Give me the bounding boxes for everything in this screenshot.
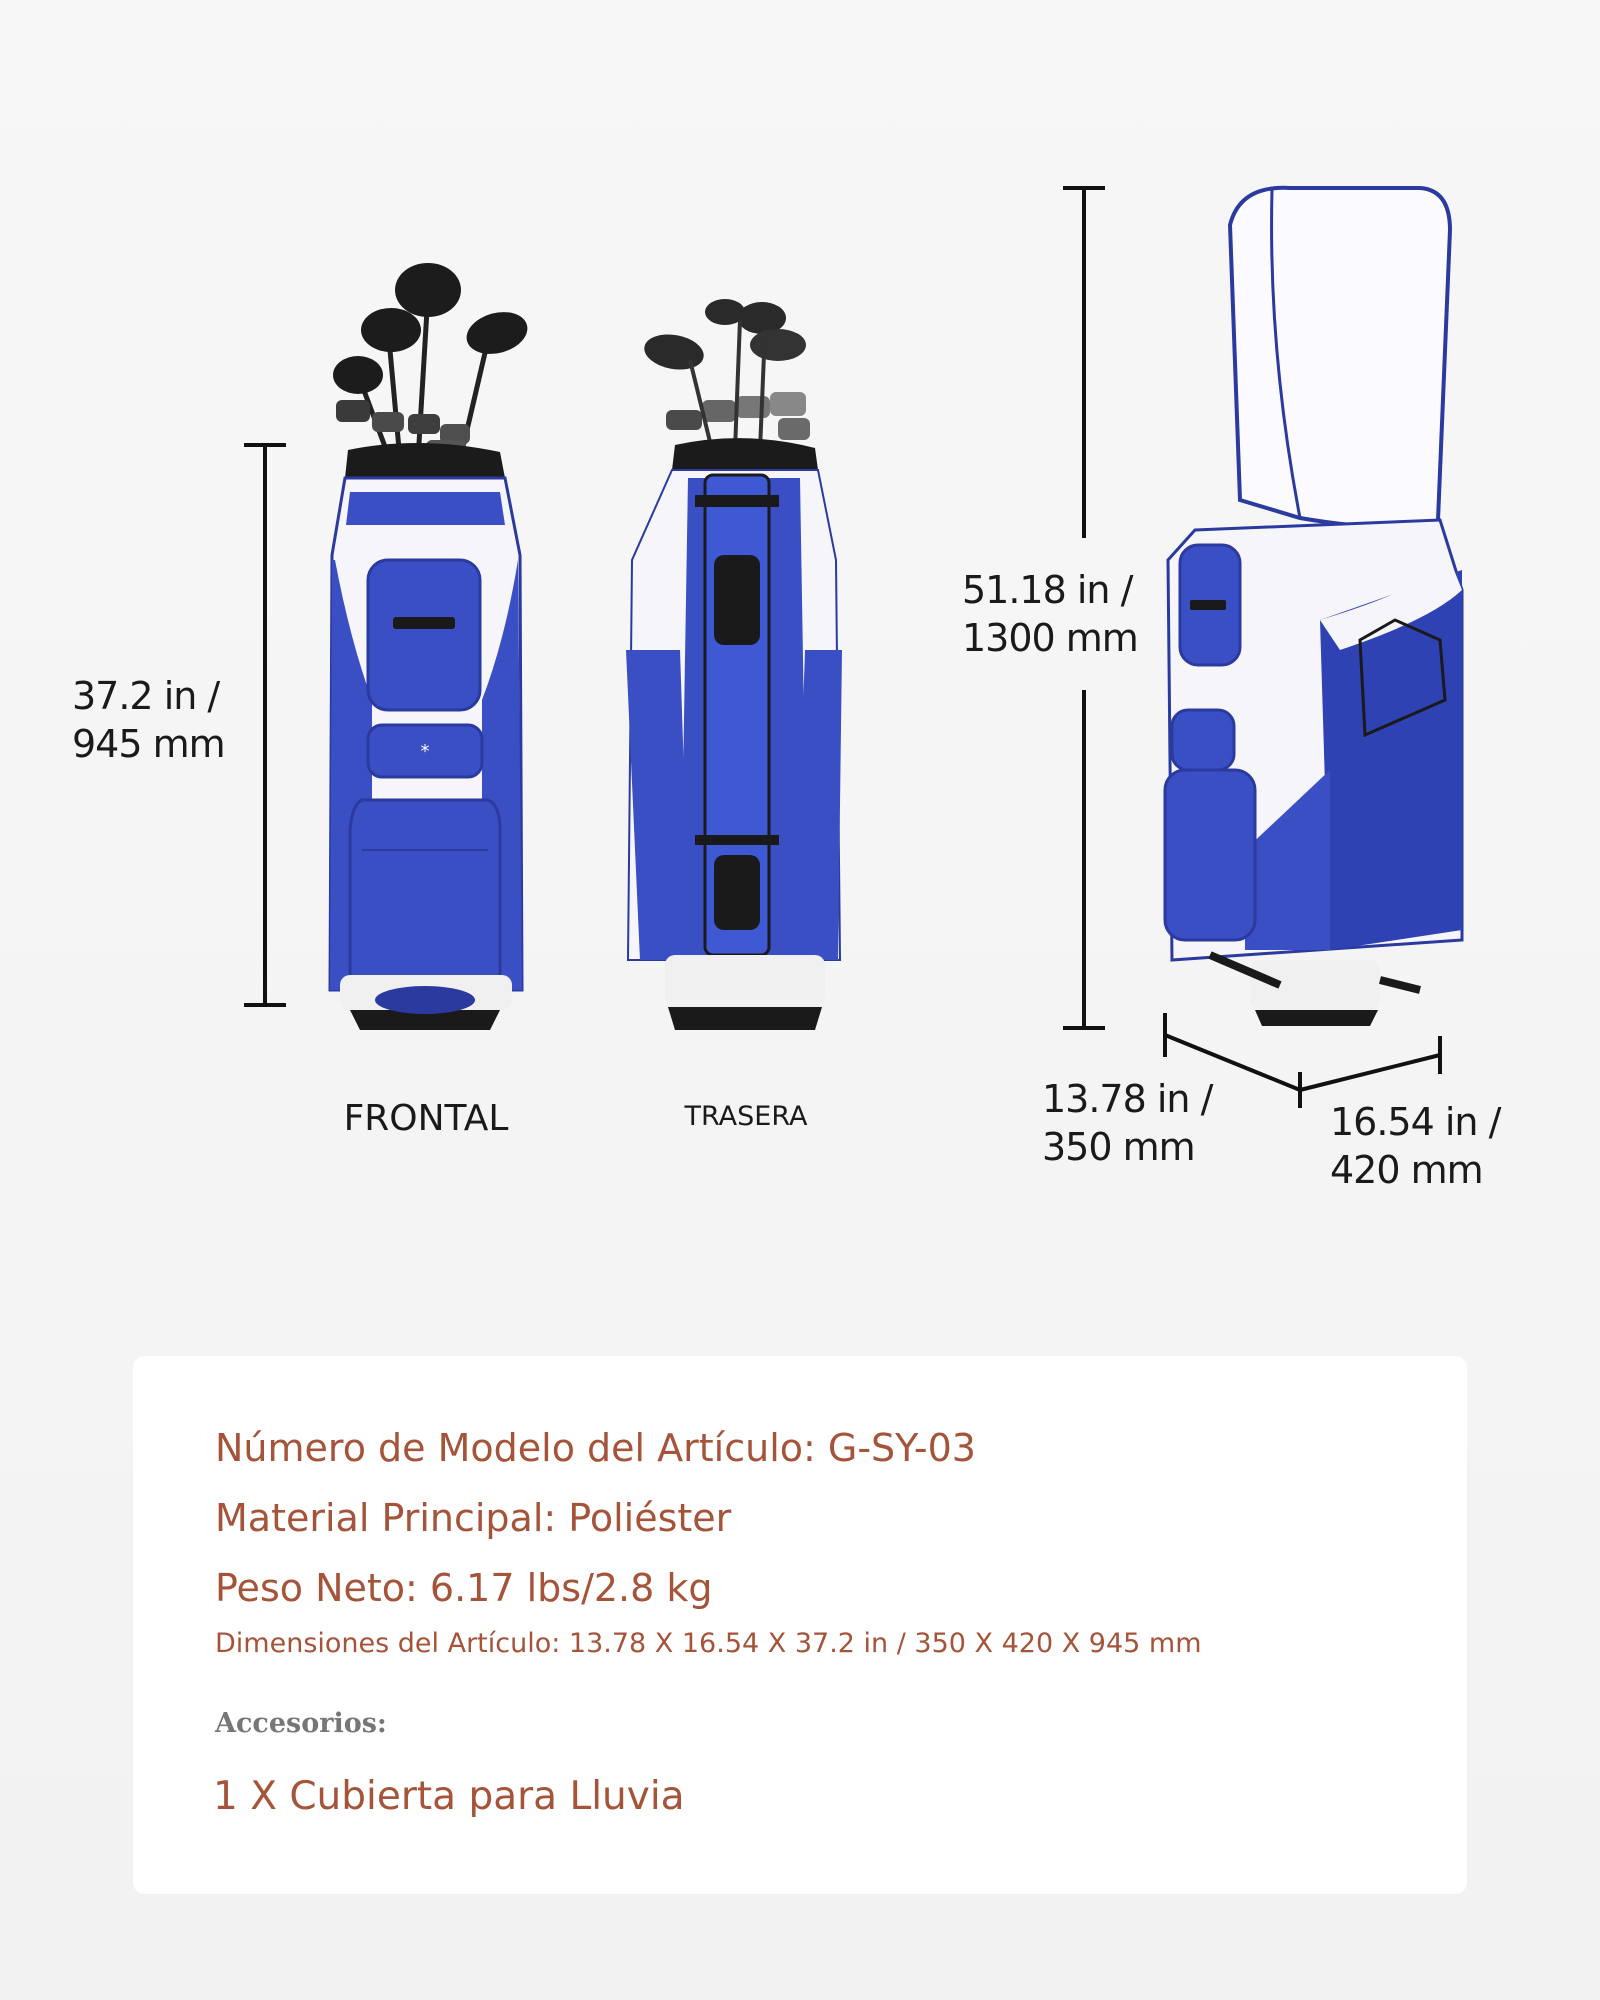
back-view-label: TRASERA [684, 1101, 808, 1132]
width-mm: 420 mm [1330, 1148, 1483, 1192]
model-number: Número de Modelo del Artículo: G-SY-03 [215, 1426, 976, 1470]
accessory-item: 1 X Cubierta para Lluvia [213, 1774, 685, 1819]
width-inches: 16.54 in / [1330, 1100, 1501, 1144]
front-view-label: FRONTAL [343, 1098, 509, 1139]
front-height-mm: 945 mm [72, 722, 225, 766]
net-weight: Peso Neto: 6.17 lbs/2.8 kg [215, 1566, 713, 1610]
svg-text:*: * [420, 741, 430, 762]
width-label [1330, 1098, 1500, 1194]
front-height-label [72, 672, 225, 768]
back-golf-bag [626, 299, 842, 1030]
side-height-inches: 51.18 in / [962, 568, 1133, 612]
depth-mm: 350 mm [1042, 1125, 1195, 1169]
front-height-inches: 37.2 in / [72, 674, 220, 718]
front-golf-bag [330, 263, 532, 1030]
main-material: Material Principal: Poliéster [215, 1496, 732, 1540]
spec-card [133, 1356, 1467, 1894]
side-height-mm: 1300 mm [962, 616, 1138, 660]
front-height-measure-line [244, 445, 286, 1005]
depth-label [1042, 1075, 1212, 1171]
back-clubs [642, 299, 810, 450]
side-height-label [962, 566, 1138, 662]
item-dimensions: Dimensiones del Artículo: 13.78 X 16.54 X 37.2 in / 350 X 420 X 945 mm [215, 1628, 1202, 1659]
accessories-heading: Accesorios: [215, 1708, 387, 1739]
depth-inches: 13.78 in / [1042, 1077, 1213, 1121]
side-golf-bag [1165, 188, 1462, 1026]
front-clubs [333, 263, 532, 466]
